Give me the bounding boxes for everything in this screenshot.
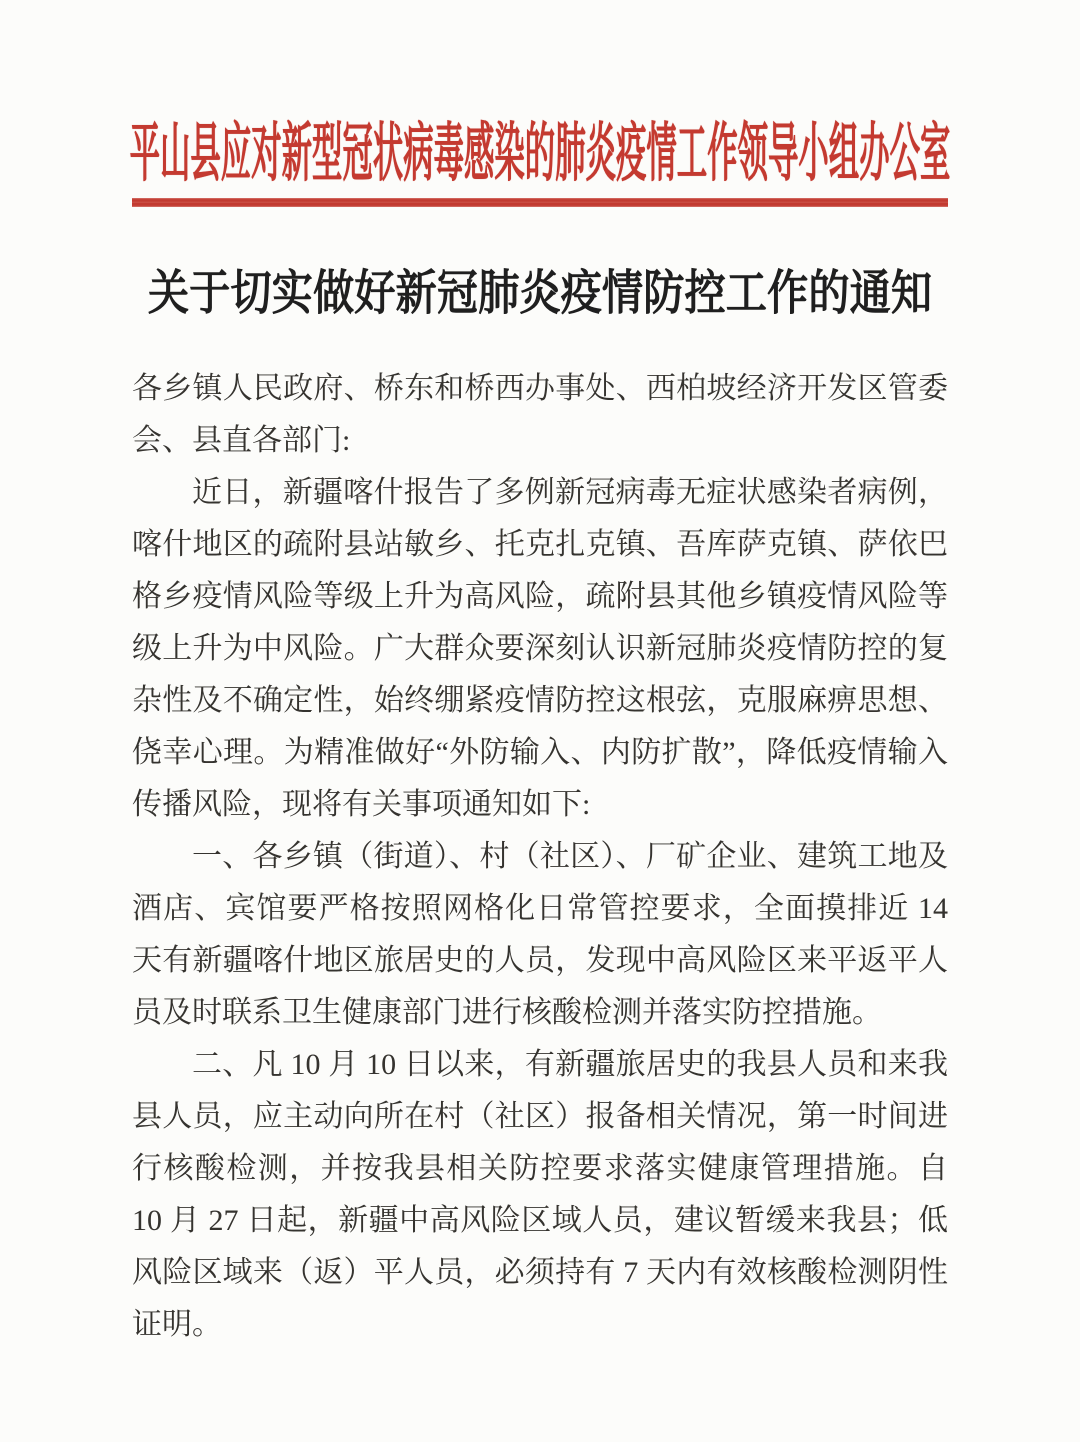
issuing-office-banner: 平山县应对新型冠状病毒感染的肺炎疫情工作领导小组办公室 bbox=[129, 117, 951, 189]
issuing-office-banner-row bbox=[0, 106, 1080, 190]
document-title-row bbox=[0, 257, 1080, 319]
red-divider-line bbox=[132, 198, 948, 207]
body-paragraph: 二、凡 10 月 10 日以来，有新疆旅居史的我县人员和来我县人员，应主动向所在村（社区）报备相关情况，第一时间进行核酸检测，并按我县相关防控要求落实健康管理措施。自 10 月 27 日起，新疆中高风险区域人员，建议暂缓来我县；低风险区域来（返）平人员，必须持有 7 天内有效核酸检测阴性证明。 bbox=[132, 1048, 948, 1341]
body-paragraph: 一、各乡镇（街道）、村（社区）、厂矿企业、建筑工地及酒店、宾馆要严格按照网格化日常管控要求，全面摸排近 14 天有新疆喀什地区旅居史的人员，发现中高风险区来平返平人员及时联系卫生健康部门进行核酸检测并落实防控措施。 bbox=[132, 840, 948, 1029]
body-paragraph: 近日，新疆喀什报告了多例新冠病毒无症状感染者病例，喀什地区的疏附县站敏乡、托克扎克镇、吾库萨克镇、萨依巴格乡疫情风险等级上升为高风险，疏附县其他乡镇疫情风险等级上升为中风险。广大群众要深刻认识新冠肺炎疫情防控的复杂性及不确定性，始终绷紧疫情防控这根弦，克服麻痹思想、侥幸心理。为精准做好“外防输入、内防扩散”，降低疫情输入传播风险，现将有关事项通知如下: bbox=[132, 476, 948, 821]
body-paragraph: 各乡镇人民政府、桥东和桥西办事处、西柏坡经济开发区管委会、县直各部门: bbox=[132, 372, 948, 457]
document-body bbox=[132, 363, 948, 1351]
document-title: 关于切实做好新冠肺炎疫情防控工作的通知 bbox=[147, 266, 933, 320]
